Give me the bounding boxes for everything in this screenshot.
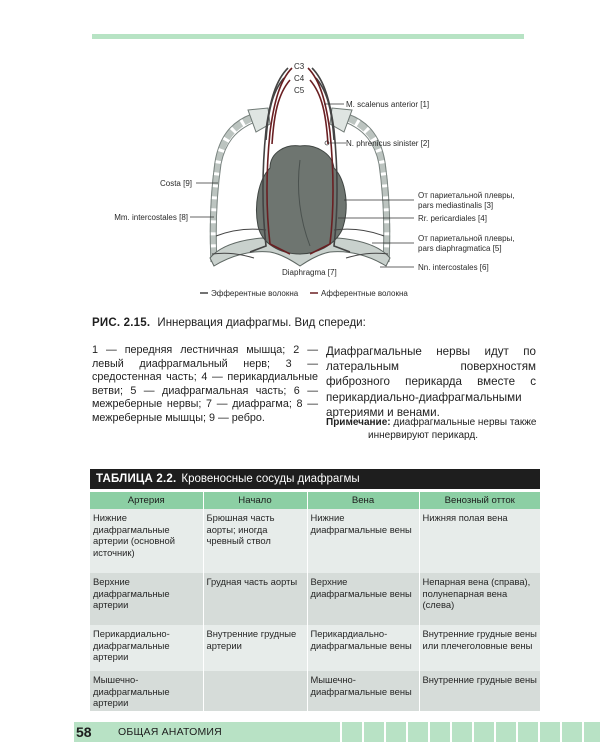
- top-accent-rule: [92, 34, 524, 39]
- cell-drainage: Внутренние грудные вены: [419, 671, 540, 711]
- header-vein: Вена: [307, 492, 419, 509]
- label-pleura-diaphragmatica-2: pars diaphragmatica [5]: [418, 244, 502, 253]
- cell-origin: Внутренние грудные артерии: [203, 625, 307, 671]
- cell-artery: Мышечно-диафрагмальные артерии: [90, 671, 203, 711]
- footer-section-title: ОБЩАЯ АНАТОМИЯ: [118, 726, 222, 738]
- cell-artery: Верхние диафрагмальные артерии: [90, 573, 203, 625]
- note-block: [326, 416, 538, 442]
- page-number: 58: [76, 724, 92, 740]
- cell-origin: [203, 671, 307, 711]
- label-costa: Costa [9]: [159, 179, 192, 188]
- header-drainage: Венозный отток: [419, 492, 540, 509]
- cell-origin: Брюшная часть аорты; иногда чревный ствол: [203, 509, 307, 573]
- header-origin: Начало: [203, 492, 307, 509]
- figure-caption-text: Иннервация диафрагмы. Вид спереди:: [157, 317, 366, 329]
- note-label: Примечание:: [326, 417, 391, 428]
- body-paragraph: Диафрагмальные нервы идут по латеральным поверхностям фиброзного перикарда вместе с перикардиально-диафрагмальными артериями и венами.: [326, 345, 536, 419]
- table-number: ТАБЛИЦА 2.2.: [96, 473, 177, 485]
- label-scalenus-anterior: M. scalenus anterior [1]: [346, 100, 430, 109]
- label-c4: C4: [294, 74, 305, 83]
- cell-artery: Перикардиально-диафрагмальные артерии: [90, 625, 203, 671]
- table-title: Кровеносные сосуды диафрагмы: [181, 473, 360, 485]
- table-row: [90, 509, 540, 573]
- figure-number: РИС. 2.15.: [92, 317, 151, 329]
- vessels-table: [90, 492, 540, 711]
- cell-artery: Нижние диафрагмальные артерии (основной источник): [90, 509, 203, 573]
- legend-afferent: Афферентные волокна: [321, 289, 408, 298]
- label-mm-intercostales: Mm. intercostales [8]: [114, 213, 188, 222]
- legend-efferent: Эфферентные волокна: [211, 289, 299, 298]
- label-phrenicus-sinister: N. phrenicus sinister [2]: [346, 139, 430, 148]
- cell-vein: Верхние диафрагмальные вены: [307, 573, 419, 625]
- label-c5: C5: [294, 86, 305, 95]
- label-pleura-mediastinalis-1: От париетальной плевры,: [418, 191, 515, 200]
- label-diaphragma: Diaphragma [7]: [282, 268, 337, 277]
- table-title-bar: [90, 469, 540, 489]
- cell-vein: Перикардиально-диафрагмальные вены: [307, 625, 419, 671]
- cell-drainage: Внутренние грудные вены или плечеголовные вены: [419, 625, 540, 671]
- cell-drainage: Нижняя полая вена: [419, 509, 540, 573]
- table-header-row: [90, 492, 540, 509]
- label-pleura-mediastinalis-2: pars mediastinalis [3]: [418, 201, 494, 210]
- label-nn-intercostales: Nn. intercostales [6]: [418, 263, 489, 272]
- note-line-2: иннервируют перикард.: [368, 430, 478, 441]
- label-c3: C3: [294, 62, 305, 71]
- cell-vein: Мышечно-диафрагмальные вены: [307, 671, 419, 711]
- note-line-1: диафрагмальные нервы также: [393, 417, 537, 428]
- figure-diaphragm-innervation: [0, 40, 600, 310]
- cell-vein: Нижние диафрагмальные вены: [307, 509, 419, 573]
- figure-caption: [92, 317, 366, 329]
- cell-drainage: Непарная вена (справа), полунепарная вена (слева): [419, 573, 540, 625]
- label-rr-pericardiales: Rr. pericardiales [4]: [418, 214, 487, 223]
- header-artery: Артерия: [90, 492, 203, 509]
- table-row: [90, 625, 540, 671]
- footer-stripes: [340, 722, 600, 742]
- table-row: [90, 573, 540, 625]
- cell-origin: Грудная часть аорты: [203, 573, 307, 625]
- table-row: [90, 671, 540, 711]
- label-pleura-diaphragmatica-1: От париетальной плевры,: [418, 234, 515, 243]
- figure-legend-text: 1 — передняя лестничная мышца; 2 — левый диафрагмальный нерв; 3 — средостенная часть; 4 — перикардиальные ветви; 5 — диафрагмальная часть; 6 — межреберные нервы; 7 — диафрагма; 8 — межреберные мышцы; 9 — ребро.: [92, 344, 318, 424]
